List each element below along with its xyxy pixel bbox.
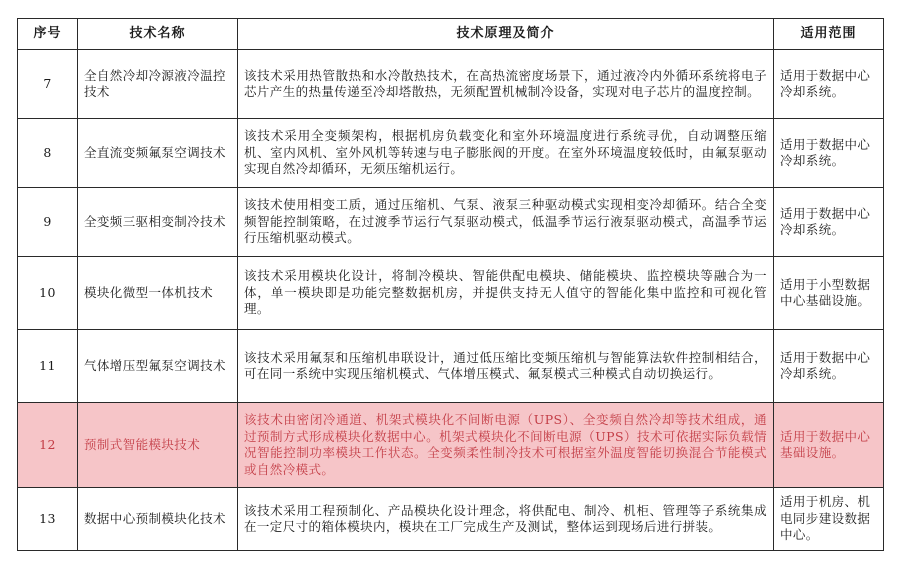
row-desc: 该技术采用热管散热和水冷散热技术，在高热流密度场景下，通过液冷内外循环系统将电子芯片产生的热量传递至冷却塔散热，无须配置机械制冷设备，实现对电子芯片的温度控制。 — [238, 50, 774, 119]
row-no: 7 — [18, 50, 78, 119]
row-name: 预制式智能模块技术 — [78, 403, 238, 488]
row-name: 气体增压型氟泵空调技术 — [78, 330, 238, 403]
table-row — [18, 188, 884, 257]
header-row — [18, 19, 884, 50]
tech-table-wrapper — [17, 18, 883, 551]
row-desc: 该技术使用相变工质，通过压缩机、气泵、液泵三种驱动模式实现相变冷却循环。结合全变频智能控制策略，在过渡季节运行气泵驱动模式，低温季节运行液泵驱动模式，高温季节运行压缩机驱动模式。 — [238, 188, 774, 257]
row-desc: 该技术采用工程预制化、产品模块化设计理念，将供配电、制冷、机柜、管理等子系统集成在一定尺寸的箱体模块内，模块在工厂完成生产及测试，整体运到现场后进行拼装。 — [238, 488, 774, 551]
table-row — [18, 119, 884, 188]
header-no: 序号 — [18, 19, 78, 50]
row-desc: 该技术采用模块化设计，将制冷模块、智能供配电模块、储能模块、监控模块等融合为一体，单一模块即是功能完整数据机房，并提供支持无人值守的智能化集中监控和可视化管理。 — [238, 257, 774, 330]
table-row — [18, 488, 884, 551]
row-name: 模块化微型一体机技术 — [78, 257, 238, 330]
row-desc: 该技术由密闭冷通道、机架式模块化不间断电源（UPS）、全变频自然冷却等技术组成，通过预制方式形成模块化数据中心。机架式模块化不间断电源（UPS）技术可依据实际负载情况智能控制功率模块工作状态。全变频柔性制冷技术可根据室外温度智能切换混合节能模式或自然冷模式。 — [238, 403, 774, 488]
row-scope: 适用于数据中心基础设施。 — [774, 403, 884, 488]
row-name: 全变频三驱相变制冷技术 — [78, 188, 238, 257]
table-row — [18, 330, 884, 403]
row-scope: 适用于机房、机电同步建设数据中心。 — [774, 488, 884, 551]
row-scope: 适用于数据中心冷却系统。 — [774, 188, 884, 257]
row-desc: 该技术采用全变频架构，根据机房负载变化和室外环境温度进行系统寻优，自动调整压缩机、室内风机、室外风机等转速与电子膨胀阀的开度。在室外环境温度较低时，由氟泵驱动实现自然冷却循环，无须压缩机运行。 — [238, 119, 774, 188]
technology-table — [17, 18, 884, 551]
row-no: 11 — [18, 330, 78, 403]
row-no: 13 — [18, 488, 78, 551]
row-no: 9 — [18, 188, 78, 257]
row-scope: 适用于数据中心冷却系统。 — [774, 119, 884, 188]
row-name: 数据中心预制模块化技术 — [78, 488, 238, 551]
row-scope: 适用于数据中心冷却系统。 — [774, 330, 884, 403]
row-scope: 适用于小型数据中心基础设施。 — [774, 257, 884, 330]
header-desc: 技术原理及简介 — [238, 19, 774, 50]
row-scope: 适用于数据中心冷却系统。 — [774, 50, 884, 119]
row-desc: 该技术采用氟泵和压缩机串联设计，通过低压缩比变频压缩机与智能算法软件控制相结合，可在同一系统中实现压缩机模式、气体增压模式、氟泵模式三种模式自动切换运行。 — [238, 330, 774, 403]
table-row-highlighted — [18, 403, 884, 488]
row-name: 全自然冷却冷源液冷温控技术 — [78, 50, 238, 119]
table-row — [18, 50, 884, 119]
header-scope: 适用范围 — [774, 19, 884, 50]
header-name: 技术名称 — [78, 19, 238, 50]
row-no: 10 — [18, 257, 78, 330]
row-no: 8 — [18, 119, 78, 188]
row-name: 全直流变频氟泵空调技术 — [78, 119, 238, 188]
table-row — [18, 257, 884, 330]
row-no: 12 — [18, 403, 78, 488]
